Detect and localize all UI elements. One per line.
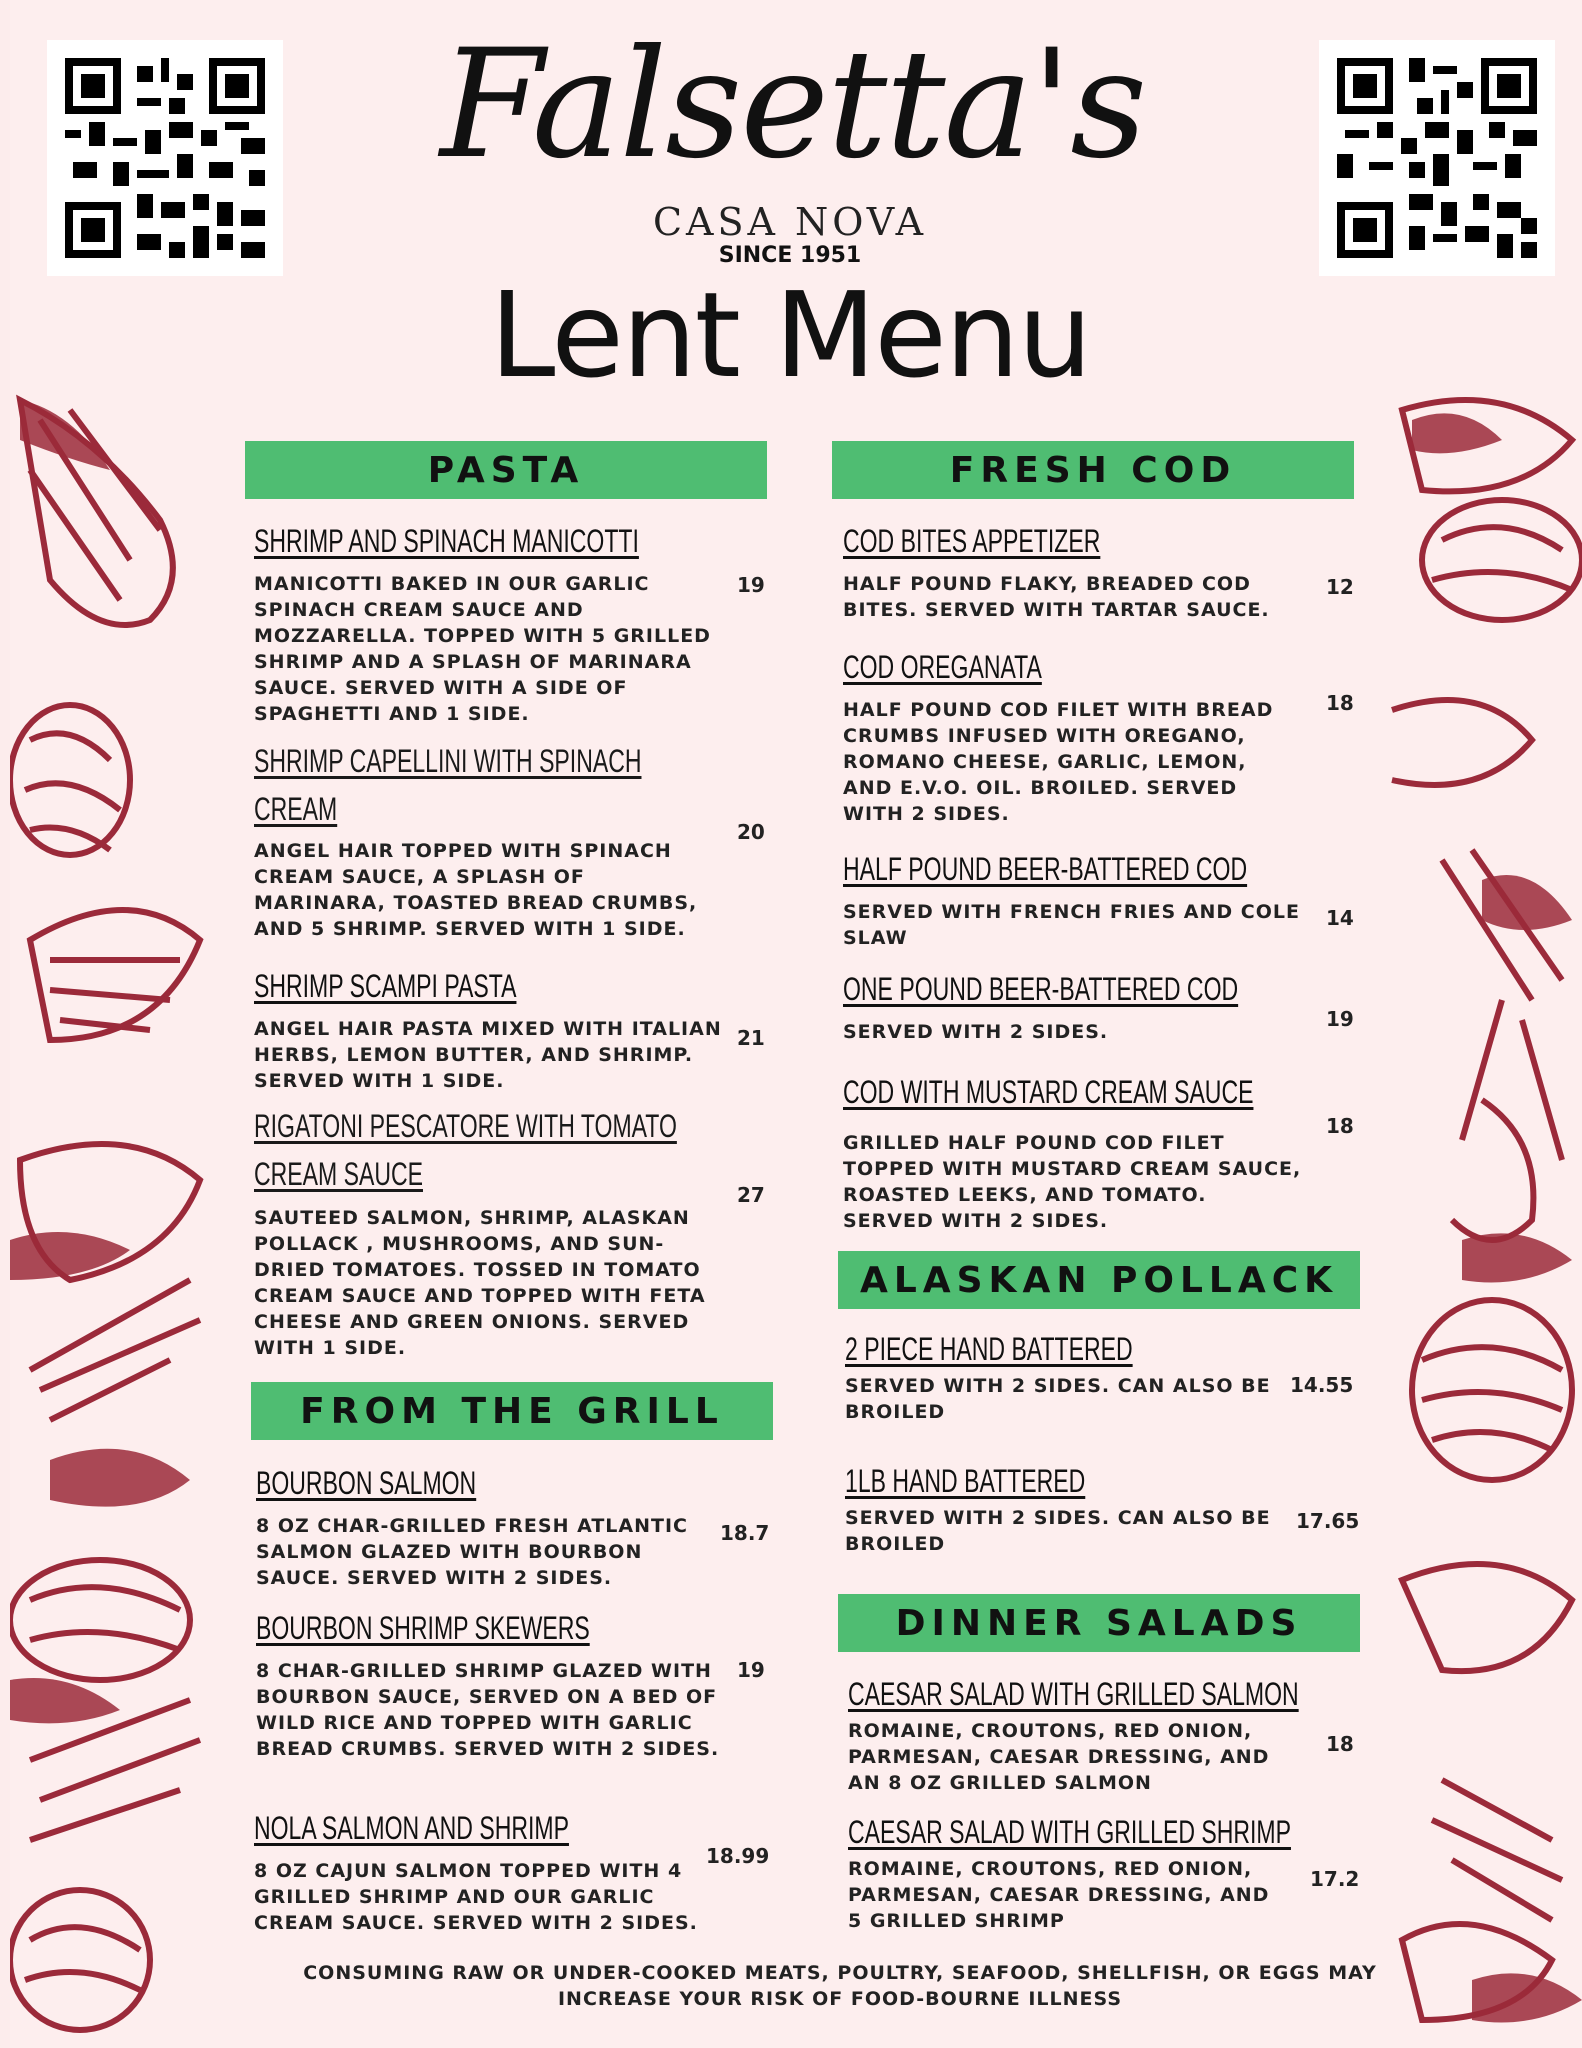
item-name: ONE POUND BEER-BATTERED COD xyxy=(843,971,1239,1007)
item-description: HALF POUND COD FILET WITH BREAD CRUMBS INFUSED WITH OREGANO, ROMANO CHEESE, GARLIC, LEMON, AND E.V.O. OIL. BROILED. SERVED WITH 2 SIDES. xyxy=(843,699,1274,825)
item-description: 8 OZ CHAR-GRILLED FRESH ATLANTIC SALMON GLAZED WITH BOURBON SAUCE. SERVED WITH 2 SIDES. xyxy=(256,1515,688,1589)
item-description: 8 OZ CAJUN SALMON TOPPED WITH 4 GRILLED SHRIMP AND OUR GARLIC CREAM SAUCE. SERVED WITH 2 SIDES. xyxy=(254,1860,698,1934)
item-name: SHRIMP AND SPINACH MANICOTTI xyxy=(254,523,639,559)
item-price: 20 xyxy=(737,820,765,844)
menu-item xyxy=(254,517,724,727)
item-name: COD OREGANATA xyxy=(843,649,1042,685)
food-safety-disclaimer: CONSUMING RAW OR UNDER-COOKED MEATS, POULTRY, SEAFOOD, SHELLFISH, OR EGGS MAY INCREASE YOUR RISK OF FOOD-BOURNE ILLNESS xyxy=(303,1962,1377,2010)
menu-item-desc-wrap xyxy=(254,838,724,942)
section-header-dinner-salads: DINNER SALADS xyxy=(838,1594,1360,1652)
item-description: ROMAINE, CROUTONS, RED ONION, PARMESAN, CAESAR DRESSING, AND AN 8 OZ GRILLED SALMON xyxy=(848,1720,1270,1794)
menu-item xyxy=(845,1457,1275,1557)
qr-code-left[interactable] xyxy=(47,40,283,276)
item-description: ROMAINE, CROUTONS, RED ONION, PARMESAN, CAESAR DRESSING, AND 5 GRILLED SHRIMP xyxy=(848,1858,1270,1932)
menu-item xyxy=(843,517,1303,623)
section-header-fresh-cod: FRESH COD xyxy=(832,441,1354,499)
qr-code-icon xyxy=(65,58,265,258)
menu-item xyxy=(256,1604,726,1762)
item-name: SHRIMP SCAMPI PASTA xyxy=(254,968,517,1004)
menu-item xyxy=(254,1804,724,1936)
item-description: ANGEL HAIR TOPPED WITH SPINACH CREAM SAUCE, A SPLASH OF MARINARA, TOASTED BREAD CRUMBS, AND 5 SHRIMP. SERVED WITH 1 SIDE. xyxy=(254,840,698,940)
item-price: 19 xyxy=(737,573,765,597)
qr-code-icon xyxy=(1337,58,1537,258)
page-title: Lent Menu xyxy=(489,266,1091,404)
item-name: COD WITH MUSTARD CREAM SAUCE xyxy=(843,1074,1254,1110)
menu-item xyxy=(848,1808,1291,1934)
item-price: 19 xyxy=(1326,1007,1354,1031)
menu-item xyxy=(843,965,1303,1045)
menu-item xyxy=(254,1205,724,1361)
item-description: SERVED WITH FRENCH FRIES AND COLE SLAW xyxy=(843,901,1300,949)
item-name: CAESAR SALAD WITH GRILLED SALMON xyxy=(848,1676,1299,1712)
item-description: SAUTEED SALMON, SHRIMP, ALASKAN POLLACK , MUSHROOMS, AND SUN-DRIED TOMATOES. TOSSED IN TOMATO CREAM SAUCE AND TOPPED WITH FETA CHEESE AND GREEN ONIONS. SERVED WITH 1 SIDE. xyxy=(254,1207,706,1359)
item-name: NOLA SALMON AND SHRIMP xyxy=(254,1810,569,1846)
item-price: 14.55 xyxy=(1290,1373,1354,1397)
item-name: COD BITES APPETIZER xyxy=(843,523,1101,559)
item-description: ANGEL HAIR PASTA MIXED WITH ITALIAN HERBS, LEMON BUTTER, AND SHRIMP. SERVED WITH 1 SIDE. xyxy=(254,1018,722,1092)
item-price: 17.2 xyxy=(1310,1867,1360,1891)
item-description: SERVED WITH 2 SIDES. xyxy=(843,1021,1109,1043)
item-description: HALF POUND FLAKY, BREADED COD BITES. SERVED WITH TARTAR SAUCE. xyxy=(843,573,1270,621)
item-price: 27 xyxy=(737,1183,765,1207)
item-name: 2 PIECE HAND BATTERED xyxy=(845,1331,1133,1367)
seafood-illustration-left xyxy=(10,380,210,2048)
menu-item xyxy=(848,1670,1299,1796)
section-header-pasta: PASTA xyxy=(245,441,767,499)
menu-item xyxy=(843,643,1303,827)
menu-item xyxy=(256,1459,726,1591)
item-name: RIGATONI PESCATORE WITH TOMATO CREAM SAUCE xyxy=(254,1108,677,1192)
brand-logo-script: Falsetta's xyxy=(440,18,1146,192)
item-price: 18 xyxy=(1326,1114,1354,1138)
item-description: MANICOTTI BAKED IN OUR GARLIC SPINACH CREAM SAUCE AND MOZZARELLA. TOPPED WITH 5 GRILLED SHRIMP AND A SPLASH OF MARINARA SAUCE. SERVED WITH A SIDE OF SPAGHETTI AND 1 SIDE. xyxy=(254,573,711,725)
section-header-from-the-grill: FROM THE GRILL xyxy=(251,1382,773,1440)
item-price: 18.7 xyxy=(720,1521,770,1545)
item-price: 21 xyxy=(737,1026,765,1050)
menu-item xyxy=(845,1325,1275,1425)
item-name: SHRIMP CAPELLINI WITH SPINACH CREAM xyxy=(254,743,642,827)
item-price: 14 xyxy=(1326,906,1354,930)
item-name: HALF POUND BEER-BATTERED COD xyxy=(843,851,1248,887)
item-name: BOURBON SALMON xyxy=(256,1465,477,1501)
menu-item xyxy=(843,845,1303,951)
item-price: 12 xyxy=(1326,575,1354,599)
item-name: CAESAR SALAD WITH GRILLED SHRIMP xyxy=(848,1814,1291,1850)
qr-code-right[interactable] xyxy=(1319,40,1555,276)
item-price: 18 xyxy=(1326,1732,1354,1756)
menu-item xyxy=(843,1068,1303,1234)
menu-item-title-wrap xyxy=(254,737,904,833)
item-price: 18 xyxy=(1326,691,1354,715)
brand-subtitle: CASA NOVA xyxy=(652,200,928,244)
item-price: 18.99 xyxy=(706,1844,770,1868)
menu-item-title-wrap xyxy=(254,1102,904,1198)
menu-item xyxy=(254,962,724,1094)
item-name: 1LB HAND BATTERED xyxy=(845,1463,1086,1499)
seafood-illustration-right xyxy=(1382,380,1582,2048)
item-description: GRILLED HALF POUND COD FILET TOPPED WITH MUSTARD CREAM SAUCE, ROASTED LEEKS, AND TOMATO. SERVED WITH 2 SIDES. xyxy=(843,1132,1302,1232)
item-description: 8 CHAR-GRILLED SHRIMP GLAZED WITH BOURBON SAUCE, SERVED ON A BED OF WILD RICE AND TOPPED WITH GARLIC BREAD CRUMBS. SERVED WITH 2 SIDES. xyxy=(256,1660,720,1760)
item-price: 19 xyxy=(737,1658,765,1682)
brand-since: SINCE 1951 xyxy=(718,243,862,268)
item-name: BOURBON SHRIMP SKEWERS xyxy=(256,1610,590,1646)
item-description: SERVED WITH 2 SIDES. CAN ALSO BE BROILED xyxy=(845,1507,1271,1555)
item-description: SERVED WITH 2 SIDES. CAN ALSO BE BROILED xyxy=(845,1375,1271,1423)
item-price: 17.65 xyxy=(1296,1509,1360,1533)
section-header-alaskan-pollack: ALASKAN POLLACK xyxy=(838,1251,1360,1309)
